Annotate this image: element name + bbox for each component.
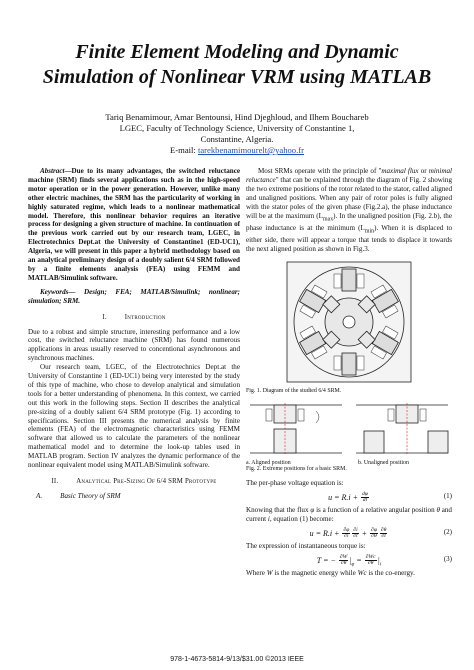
figure-2 xyxy=(246,401,452,457)
equation-3 xyxy=(246,553,452,567)
emphasis: maximal flux xyxy=(381,167,419,175)
page-footer: 978-1-4673-5814-9/13/$31.00 ©2013 IEEE xyxy=(170,656,304,663)
keywords: Keywords— Design; FEA; MATLAB/Simulink; nonlinear; simulation; SRM. xyxy=(28,287,240,305)
equation-1 xyxy=(246,490,452,504)
text-run: " that can be explained through the diagram of Fig. 2 showing the two extreme positions of the rotor related to the stator, called aligned and unaligned positions. When any pair of rotor poles is fully aligned with the stator poles of the given phase (Fig.2.a), the phase inductance will be at the maximum (L xyxy=(246,175,452,220)
aligned-position-sketch xyxy=(250,403,342,455)
torque-intro: The expression of instantaneous torque is: xyxy=(246,541,366,550)
text-run: is the magnetic energy while xyxy=(272,568,358,577)
flux-paragraph: Knowing that the flux φ is a function of a relative angular position θ and current i, equation (1) become: xyxy=(246,505,452,523)
intro-paragraph-2: Our research team, LGEC, of the Electrotechnics Dept.at the University of Constantine 1 (ED-UC1) being very interested by the study of this type of machine, who chose to develop analytical and simulation tools for a better understanding of phenomena. In this context, we carried out this work in the following steps. Section II describes the analytical pre-sizing of a doubly salient 6/4 SRM prototype (Fig. 1) according to specifications. Section III presents the numerical analysis by finite elements (FEA) of the electromagnetic characteristics using FEMM software that allowed us to calculate the parameters of the nonlinear mathematical model and to determine the look-up tables used in MATLAB program. Section IV analyzes the dynamic performance of the nonlinear equivalent model using MATLAB/Simulink software. xyxy=(28,363,240,470)
equation-1-number: (1) xyxy=(443,491,452,500)
subsection-number: A. xyxy=(36,491,43,500)
abstract-label: Abstract xyxy=(40,167,65,175)
text-run: and current xyxy=(246,505,452,523)
location: Constantine, Algeria. xyxy=(200,134,274,144)
section-heading-introduction xyxy=(28,314,240,323)
equation-2-body: u = R.i + $\frac{\partial\varphi}{\partial i}$ $\frac{\partial i}{\partial t}$ + $\frac{\partial\varphi}{\partial\theta}$ $\frac{\partial\theta}{\partial t}$ xyxy=(309,526,387,540)
subscript: max xyxy=(323,215,334,222)
subsection-heading xyxy=(36,492,240,501)
text-run: is a function of a relative angular position xyxy=(314,505,437,514)
unaligned-position-sketch xyxy=(356,403,448,455)
right-paragraph-1 xyxy=(246,167,452,254)
intro-paragraph-1: Due to a robust and simple structure, interesting performance and a low cost, the switched reluctance machine (SRM) has found numerous applications in areas usually reserved to concentional asynchronous and synchronous machines. xyxy=(28,327,240,363)
paper-title xyxy=(0,40,474,90)
title-line-2: Simulation of Nonlinear VRM using MATLAB xyxy=(42,66,432,88)
left-column xyxy=(28,167,240,505)
srm-diagram xyxy=(246,258,452,386)
shaft xyxy=(343,316,355,328)
keywords-text: Design; FEA; MATLAB/Simulink; nonlinear; simulation; SRM. xyxy=(28,287,240,305)
abstract-text: Due to its many advantages, the switched reluctance machine (SRM) finds several applications such as in the high-speed motor operation or in the power generation. However, unlike many other electric machines, the SRM has the particularity of working in highly saturated regime, which leads to a nonlinear mathematical model. Therefore, this nonlinear behavior requires an iterative process for designing a given structure of machine. In continuation of the previous work carried out by our research team, LGEC, in Electrotechnics Dept.at the University of Constantine1 (ED-UC1), Algeria, we will present in this paper a hybrid methodology based on an analytical preliminary design of a doubly salient 6/4 SRM followed by a finite elements analysis (FEA) using FEMM and MATLAB/Simulink software. xyxy=(28,167,240,282)
extreme-positions-diagram xyxy=(246,401,452,457)
author-block xyxy=(0,112,474,156)
text-run: Where xyxy=(246,568,267,577)
equation-1-body: u = R.i + $\frac{d\varphi}{dt}$ xyxy=(328,490,368,504)
keywords-label: Keywords xyxy=(40,287,69,296)
emphasis: minimal reluctance xyxy=(246,167,452,184)
text-run: or xyxy=(418,167,429,175)
fig2a-label: a. Aligned position xyxy=(246,459,291,466)
section-number: I. xyxy=(102,313,107,321)
abstract: Abstract—Due to its many advantages, the switched reluctance machine (SRM) finds several applications such as in the high-speed motor operation or in the power generation. However, unlike many other electric machines, the SRM has the particularity of working in highly saturated regime, which leads to a nonlinear mathematical model. Therefore, this nonlinear behavior requires an iterative process for designing a given structure of machine. In continuation of the previous work carried out by our research team, LGEC, in Electrotechnics Dept.at the University of Constantine1 (ED-UC1), Algeria, we will present in this paper a hybrid methodology based on an analytical preliminary design of a doubly salient 6/4 SRM followed by a finite elements analysis (FEA) using FEMM and MATLAB/Simulink software. xyxy=(28,167,240,282)
right-column xyxy=(246,167,452,578)
title-line-1: Finite Element Modeling and Dynamic xyxy=(75,41,399,63)
text-run: ). In the unaligned position (Fig. 2.b), the phase inductance is at the minimum (L xyxy=(246,211,452,232)
section-number: II. xyxy=(51,478,59,485)
figure-1-caption: Fig. 1. Diagram of the studied 6/4 SRM. xyxy=(246,387,342,394)
email-line xyxy=(0,145,474,156)
subscript: min xyxy=(364,228,375,235)
text-run: Knowing that the flux xyxy=(246,505,311,514)
section-title: Introduction xyxy=(124,313,166,321)
section-heading-presizing xyxy=(28,478,240,487)
figure-2-subcaptions xyxy=(246,459,452,466)
email-link[interactable]: tarekbenamimourelt@yahoo.fr xyxy=(197,145,304,155)
equation-3-body: T = − $\frac{\partial W}{\partial\theta}$ $|_\varphi$ = $\frac{\partial Wc}{\partial\theta}$ $|_i$ xyxy=(316,553,382,568)
affiliation: LGEC, Faculty of Technology Science, University of Constantine 1, xyxy=(119,123,355,133)
text-run: is the co-energy. xyxy=(366,568,415,577)
equation-3-number: (3) xyxy=(443,554,452,563)
text-run: , equation (1) become: xyxy=(269,514,334,523)
figure-1 xyxy=(246,258,452,386)
text-run: Most SRMs operate with the principle of " xyxy=(258,167,382,175)
subsection-title: Basic Theory of SRM xyxy=(60,491,121,500)
equation-2-number: (2) xyxy=(443,527,452,536)
text-run: ). When it is displaced to either side, there will appear a torque that tends to displace it towards the next aligned position as shown in Fig.3. xyxy=(246,223,452,254)
fig2b-label: b. Unaligned position xyxy=(358,459,409,466)
equation-2 xyxy=(246,526,452,540)
email-label: E-mail: xyxy=(170,145,196,155)
author-names: Tariq Benamimour, Amar Bentounsi, Hind Djeghloud, and Ilhem Bouchareb xyxy=(105,112,369,122)
where-line: Where W is the magnetic energy while Wc is the co-energy. xyxy=(246,568,415,577)
figure-2-caption: Fig. 2. Extreme positions for a basic SRM. xyxy=(246,465,347,472)
section-title: Analytical Pre-Sizing Of 6/4 SRM Prototype xyxy=(76,478,217,485)
voltage-intro: The per-phase voltage equation is: xyxy=(246,478,344,487)
